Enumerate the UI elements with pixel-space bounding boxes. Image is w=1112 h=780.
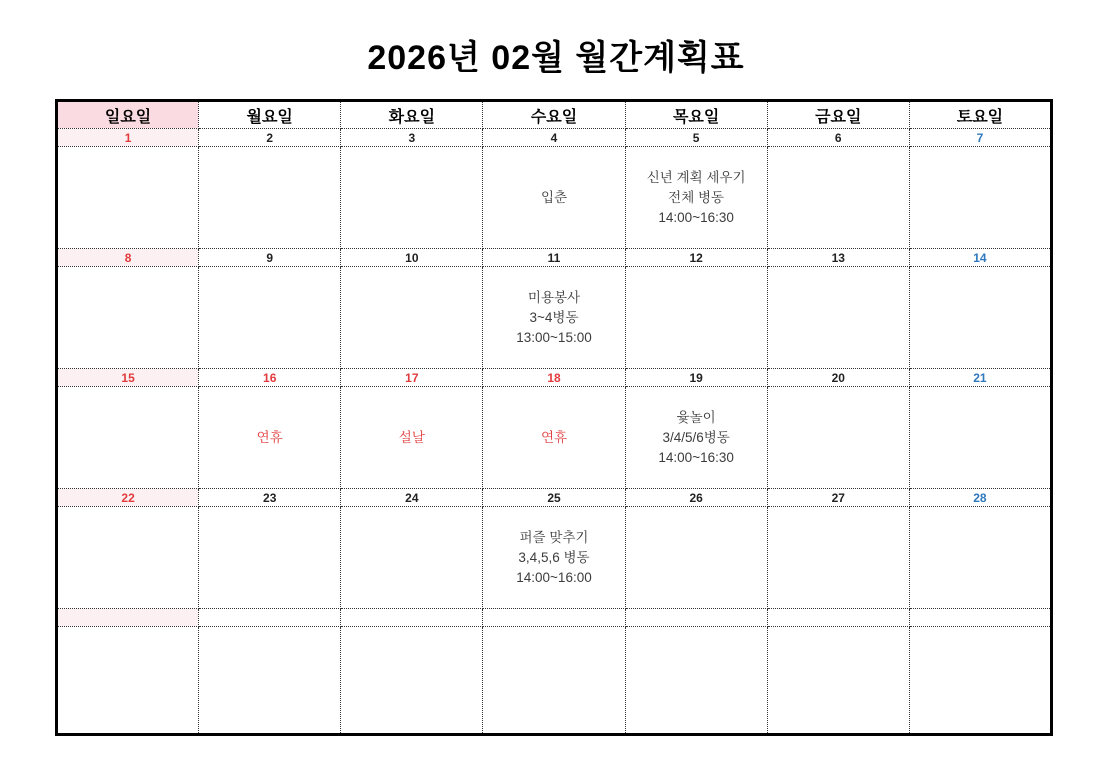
date-cell-10: 10 [341,249,483,267]
day-13-cell [767,267,909,369]
event-line: 3,4,5,6 병동 [518,549,590,565]
date-cell-18: 18 [483,369,625,387]
day-7-cell [909,147,1051,249]
week-4-content-row [57,507,1052,609]
day-18-cell [483,387,625,489]
weekday-header [57,101,1052,129]
date-cell-3: 3 [341,129,483,147]
day-16-cell [199,387,341,489]
day-22-cell [57,507,199,609]
day-10-cell [341,267,483,369]
date-cell-empty [767,609,909,627]
date-cell-empty [57,609,199,627]
day-17-cell [341,387,483,489]
week-5-content-row [57,627,1052,735]
day-5-cell [625,147,767,249]
date-cell-19: 19 [625,369,767,387]
day-27-cell [767,507,909,609]
event-line: 13:00~15:00 [516,329,592,345]
date-cell-8: 8 [57,249,199,267]
date-cell-22: 22 [57,489,199,507]
calendar-body [57,129,1052,735]
date-cell-13: 13 [767,249,909,267]
date-cell-empty [199,609,341,627]
empty-day-cell [909,627,1051,735]
event-line: 신년 계획 세우기 [646,169,746,185]
date-cell-empty [483,609,625,627]
week-5-date-row [57,609,1052,627]
date-cell-12: 12 [625,249,767,267]
week-3-date-row [57,369,1052,387]
day-2-cell [199,147,341,249]
date-cell-14: 14 [909,249,1051,267]
event-line: 미용봉사 [527,289,581,305]
date-cell-27: 27 [767,489,909,507]
day-1-cell [57,147,199,249]
day-14-cell [909,267,1051,369]
date-cell-15: 15 [57,369,199,387]
date-cell-empty [625,609,767,627]
empty-day-cell [57,627,199,735]
weekday-header-wed: 수요일 [483,101,625,129]
empty-day-cell [767,627,909,735]
date-cell-empty [909,609,1051,627]
day-23-cell [199,507,341,609]
date-cell-5: 5 [625,129,767,147]
monthly-plan-calendar [55,99,1053,736]
day-8-cell [57,267,199,369]
event-line: 연휴 [540,429,568,445]
event-line: 14:00~16:00 [516,569,592,585]
weekday-header-sun: 일요일 [57,101,199,129]
date-cell-28: 28 [909,489,1051,507]
empty-day-cell [483,627,625,735]
day-6-cell [767,147,909,249]
date-cell-empty [341,609,483,627]
day-19-cell [625,387,767,489]
event-line: 3/4/5/6병동 [662,429,730,445]
event-line: 3~4병동 [529,309,579,325]
date-cell-11: 11 [483,249,625,267]
event-line: 전체 병동 [668,189,725,205]
event-line: 퍼즐 맞추기 [519,529,589,545]
date-cell-20: 20 [767,369,909,387]
event-line: 14:00~16:30 [658,449,734,465]
date-cell-21: 21 [909,369,1051,387]
weekday-header-tue: 화요일 [341,101,483,129]
empty-day-cell [625,627,767,735]
day-21-cell [909,387,1051,489]
page-title: 2026년 02월 월간계획표 [367,39,745,77]
event-line: 윷놀이 [676,409,716,425]
day-26-cell [625,507,767,609]
week-3-content-row [57,387,1052,489]
day-3-cell [341,147,483,249]
empty-day-cell [341,627,483,735]
week-4-date-row [57,489,1052,507]
date-cell-17: 17 [341,369,483,387]
weekday-header-thu: 목요일 [625,101,767,129]
day-4-cell [483,147,625,249]
date-cell-26: 26 [625,489,767,507]
date-cell-2: 2 [199,129,341,147]
date-cell-25: 25 [483,489,625,507]
week-1-content-row [57,147,1052,249]
weekday-header-mon: 월요일 [199,101,341,129]
empty-day-cell [199,627,341,735]
date-cell-23: 23 [199,489,341,507]
week-2-content-row [57,267,1052,369]
day-11-cell [483,267,625,369]
date-cell-4: 4 [483,129,625,147]
weekday-header-fri: 금요일 [767,101,909,129]
week-1-date-row [57,129,1052,147]
day-25-cell [483,507,625,609]
event-line: 14:00~16:30 [658,209,734,225]
day-20-cell [767,387,909,489]
day-24-cell [341,507,483,609]
date-cell-7: 7 [909,129,1051,147]
event-line: 입춘 [540,189,568,205]
date-cell-16: 16 [199,369,341,387]
day-15-cell [57,387,199,489]
day-28-cell [909,507,1051,609]
event-line: 설날 [398,429,425,445]
week-2-date-row [57,249,1052,267]
event-line: 연휴 [256,429,283,445]
weekday-header-row [57,101,1052,129]
date-cell-24: 24 [341,489,483,507]
date-cell-9: 9 [199,249,341,267]
weekday-header-sat: 토요일 [909,101,1051,129]
date-cell-6: 6 [767,129,909,147]
day-9-cell [199,267,341,369]
date-cell-1: 1 [57,129,199,147]
day-12-cell [625,267,767,369]
